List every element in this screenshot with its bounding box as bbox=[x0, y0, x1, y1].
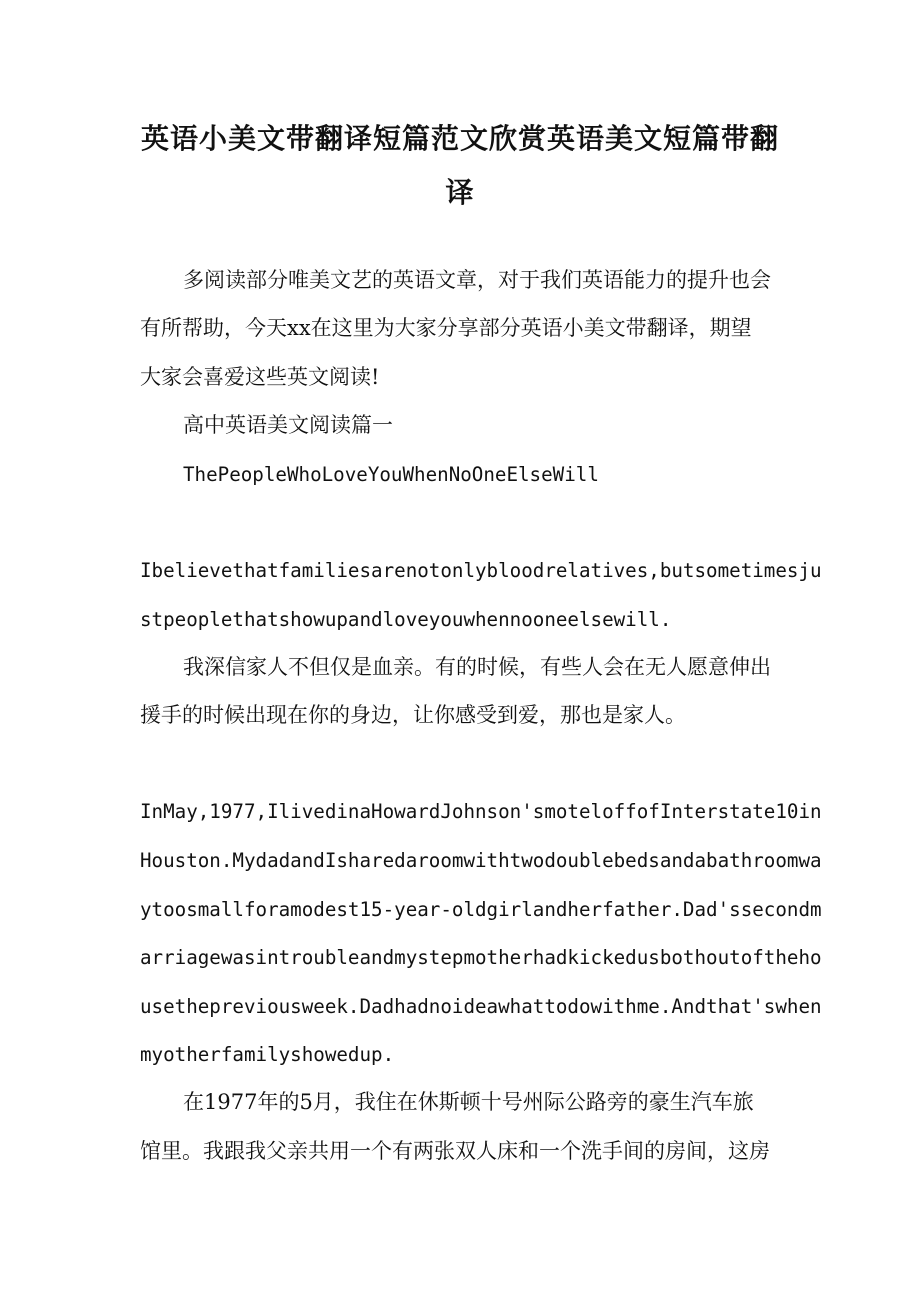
document-title bbox=[140, 112, 780, 220]
intro-line-3: 大家会喜爱这些英文阅读! bbox=[140, 365, 380, 389]
paragraph2-en-line-1: InMay,1977,IlivedinaHowardJohnson'smoteloffofInterstate10in bbox=[140, 800, 822, 823]
title-line-2: 译 bbox=[445, 176, 475, 209]
section-heading: 高中英语美文阅读篇一 bbox=[183, 413, 393, 437]
paragraph2-en-line-6: myotherfamilyshowedup. bbox=[140, 1043, 395, 1066]
paragraph1-cn-line-2: 援手的时候出现在你的身边，让你感受到爱，那也是家人。 bbox=[140, 703, 686, 727]
title-line-1: 英语小美文带翻译短篇范文欣赏英语美文短篇带翻 bbox=[140, 122, 779, 155]
intro-line-2: 有所帮助，今天xx在这里为大家分享部分英语小美文带翻译，期望 bbox=[140, 316, 752, 340]
paragraph2-en-line-4: arriagewasintroubleandmystepmotherhadkickedusbothoutoftheho bbox=[140, 946, 822, 969]
paragraph1-en-line-1: Ibelievethatfamiliesarenotonlybloodrelatives,butsometimesju bbox=[140, 559, 822, 582]
paragraph2-cn-line-1: 在1977年的5月，我住在休斯顿十号州际公路旁的豪生汽车旅 bbox=[183, 1090, 754, 1114]
paragraph2-en-line-3: ytoosmallforamodest15-year-oldgirlandherfather.Dad'ssecondm bbox=[140, 898, 822, 921]
paragraph2-en-line-5: usethepreviousweek.Dadhadnoideawhattodowithme.Andthat'swhen bbox=[140, 995, 822, 1018]
paragraph2-en-line-2: Houston.MydadandIsharedaroomwithtwodoublebedsandabathroomwa bbox=[140, 849, 822, 872]
paragraph1-en-line-2: stpeoplethatshowupandloveyouwhennooneelsewill. bbox=[140, 608, 672, 631]
paragraph2-cn-line-2: 馆里。我跟我父亲共用一个有两张双人床和一个洗手间的房间，这房 bbox=[140, 1139, 770, 1163]
intro-line-1: 多阅读部分唯美文艺的英语文章，对于我们英语能力的提升也会 bbox=[183, 268, 771, 292]
paragraph1-cn-line-1: 我深信家人不但仅是血亲。有的时候，有些人会在无人愿意伸出 bbox=[183, 655, 771, 679]
english-title: ThePeopleWhoLoveYouWhenNoOneElseWill bbox=[183, 463, 599, 486]
